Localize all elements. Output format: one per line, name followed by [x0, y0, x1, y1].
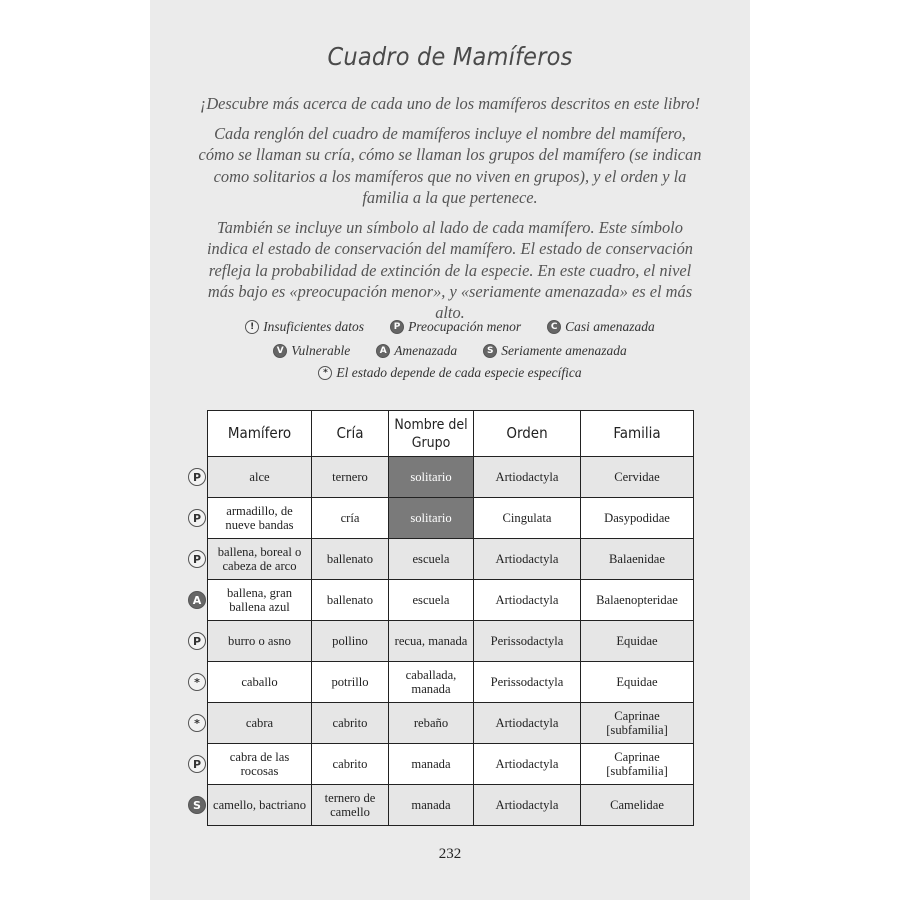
cell-mamifero: alce: [208, 457, 312, 498]
cell-mamifero: armadillo, de nueve bandas: [208, 498, 312, 539]
header-orden: Orden: [474, 411, 581, 457]
cell-grupo: solitario: [389, 498, 474, 539]
legend-label: Casi amenazada: [565, 319, 655, 334]
legend-label: El estado depende de cada especie específica: [336, 365, 582, 380]
cell-cria: ballenato: [312, 580, 389, 621]
status-symbol-icon: *: [188, 714, 206, 732]
critically-endangered-icon: S: [483, 344, 497, 358]
cell-cria: cabrito: [312, 744, 389, 785]
intro-paragraph-1: ¡Descubre más acerca de cada uno de los mamíferos descritos en este libro!: [199, 94, 701, 113]
status-symbol-icon: A: [188, 591, 206, 609]
cell-familia: Balaenopteridae: [581, 580, 694, 621]
cell-orden: Perissodactyla: [474, 662, 581, 703]
cell-cria: potrillo: [312, 662, 389, 703]
cell-cria: ballenato: [312, 539, 389, 580]
cell-grupo: solitario: [389, 457, 474, 498]
cell-grupo: caballada, manada: [389, 662, 474, 703]
near-threatened-icon: C: [547, 320, 561, 334]
table-row: [208, 621, 694, 662]
page-title: Cuadro de Mamíferos: [327, 42, 573, 71]
cell-cria: ternero de camello: [312, 785, 389, 826]
cell-cria: pollino: [312, 621, 389, 662]
cell-mamifero: ballena, boreal o cabeza de arco: [208, 539, 312, 580]
header-mamifero: Mamífero: [208, 411, 312, 457]
status-symbol-icon: *: [188, 673, 206, 691]
cell-grupo: rebaño: [389, 703, 474, 744]
cell-cria: cría: [312, 498, 389, 539]
cell-familia: Camelidae: [581, 785, 694, 826]
legend-row-3: [150, 365, 750, 381]
cell-familia: Balaenidae: [581, 539, 694, 580]
intro-paragraph-2: Cada renglón del cuadro de mamíferos incluye el nombre del mamífero, cómo se llaman su cría, cómo se llaman los grupos del mamífero (se indican como solitarios a los mamíferos que no viven en grupos), y el orden y la familia a la que pertenece.: [198, 124, 702, 207]
header-familia: Familia: [581, 411, 694, 457]
cell-familia: Caprinae [subfamilia]: [581, 744, 694, 785]
cell-orden: Artiodactyla: [474, 539, 581, 580]
table-row: [208, 580, 694, 621]
cell-orden: Perissodactyla: [474, 621, 581, 662]
cell-grupo: escuela: [389, 580, 474, 621]
intro-paragraph-3: También se incluye un símbolo al lado de cada mamífero. Este símbolo indica el estado de conservación del mamífero. El estado de conservación refleja la probabilidad de extinción de la especie. En este cuadro, el nivel más bajo es «preocupación menor», y «seriamente amenazada» es el más alto.: [207, 218, 693, 323]
cell-mamifero: cabra: [208, 703, 312, 744]
page-number: 232: [438, 846, 462, 862]
cell-familia: Equidae: [581, 662, 694, 703]
cell-mamifero: caballo: [208, 662, 312, 703]
legend-item: [318, 365, 581, 381]
data-deficient-icon: !: [245, 320, 259, 334]
table-row: [208, 785, 694, 826]
status-symbol-icon: P: [188, 468, 206, 486]
cell-grupo: recua, manada: [389, 621, 474, 662]
cell-mamifero: cabra de las rocosas: [208, 744, 312, 785]
cell-grupo: escuela: [389, 539, 474, 580]
legend-item: [483, 343, 627, 359]
legend-label: Seriamente amenazada: [501, 343, 627, 358]
table-row: [208, 539, 694, 580]
legend-item: [390, 319, 521, 335]
cell-cria: cabrito: [312, 703, 389, 744]
status-symbol-icon: P: [188, 550, 206, 568]
vulnerable-icon: V: [273, 344, 287, 358]
legend-item: [273, 343, 350, 359]
species-dependent-icon: *: [318, 366, 332, 380]
cell-cria: ternero: [312, 457, 389, 498]
cell-familia: Caprinae [subfamilia]: [581, 703, 694, 744]
legend-item: [245, 319, 364, 335]
cell-orden: Artiodactyla: [474, 580, 581, 621]
cell-orden: Artiodactyla: [474, 703, 581, 744]
cell-mamifero: ballena, gran ballena azul: [208, 580, 312, 621]
table-row: [208, 457, 694, 498]
cell-familia: Dasypodidae: [581, 498, 694, 539]
table-row: [208, 744, 694, 785]
header-cria: Cría: [312, 411, 389, 457]
cell-mamifero: camello, bactriano: [208, 785, 312, 826]
endangered-icon: A: [376, 344, 390, 358]
table-row: [208, 662, 694, 703]
header-grupo: Nombre del Grupo: [389, 411, 474, 457]
legend-item: [376, 343, 457, 359]
mammal-table: [207, 410, 694, 826]
cell-grupo: manada: [389, 785, 474, 826]
status-symbol-icon: P: [188, 509, 206, 527]
cell-orden: Artiodactyla: [474, 744, 581, 785]
cell-familia: Equidae: [581, 621, 694, 662]
status-symbol-icon: S: [188, 796, 206, 814]
table-row: [208, 498, 694, 539]
cell-mamifero: burro o asno: [208, 621, 312, 662]
cell-grupo: manada: [389, 744, 474, 785]
legend-label: Insuficientes datos: [263, 319, 365, 334]
least-concern-icon: P: [390, 320, 404, 334]
table-row: [208, 703, 694, 744]
legend-item: [547, 319, 655, 335]
legend-label: Preocupación menor: [408, 319, 522, 334]
status-symbol-icon: P: [188, 632, 206, 650]
cell-orden: Cingulata: [474, 498, 581, 539]
legend-label: Vulnerable: [291, 343, 351, 358]
legend-label: Amenazada: [394, 343, 458, 358]
cell-orden: Artiodactyla: [474, 457, 581, 498]
cell-familia: Cervidae: [581, 457, 694, 498]
legend-row-2: [150, 343, 750, 359]
status-symbol-icon: P: [188, 755, 206, 773]
legend-row-1: [150, 319, 750, 335]
book-page: [150, 0, 750, 900]
cell-orden: Artiodactyla: [474, 785, 581, 826]
